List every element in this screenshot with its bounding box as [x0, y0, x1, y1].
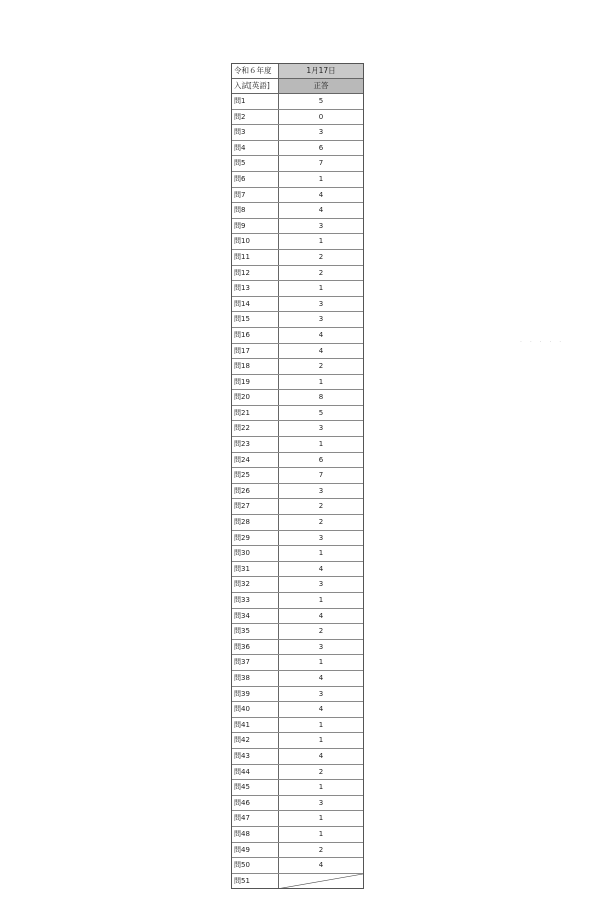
table-row — [232, 266, 363, 282]
table-row — [232, 718, 363, 734]
answer-value: 3 — [318, 798, 324, 807]
question-number: 問2 — [232, 110, 279, 125]
question-number: 問51 — [232, 874, 279, 889]
question-number: 問18 — [232, 359, 279, 374]
table-row — [232, 546, 363, 562]
question-number: 問37 — [232, 655, 279, 670]
date-label: 1月17日 — [279, 64, 363, 78]
answer-value: 2 — [318, 268, 324, 277]
table-row — [232, 609, 363, 625]
question-number: 問9 — [232, 219, 279, 234]
scan-artifact: · · · · · — [520, 339, 565, 346]
question-number: 問13 — [232, 281, 279, 296]
table-row — [232, 188, 363, 204]
table-row — [232, 453, 363, 469]
question-number: 問7 — [232, 188, 279, 203]
answer-value: 4 — [318, 564, 324, 573]
question-number: 問41 — [232, 718, 279, 733]
question-number: 問15 — [232, 312, 279, 327]
answer-value: 4 — [318, 751, 324, 760]
table-row — [232, 281, 363, 297]
answer-value: 3 — [318, 221, 324, 230]
table-row — [232, 624, 363, 640]
question-number: 問35 — [232, 624, 279, 639]
question-number: 問1 — [232, 94, 279, 109]
table-row — [232, 421, 363, 437]
table-row — [232, 406, 363, 422]
answer-value: 1 — [318, 736, 324, 745]
answer-value: 8 — [318, 393, 324, 402]
answer-value: 1 — [318, 720, 324, 729]
table-row — [232, 499, 363, 515]
answer-value: 2 — [318, 767, 324, 776]
question-number: 問22 — [232, 421, 279, 436]
table-row — [232, 156, 363, 172]
table-row — [232, 219, 363, 235]
question-number: 問42 — [232, 733, 279, 748]
answer-value: 1 — [318, 596, 324, 604]
answer-value: 2 — [318, 845, 324, 854]
table-row — [232, 593, 363, 609]
question-number: 問14 — [232, 297, 279, 312]
question-number: 問43 — [232, 749, 279, 764]
answer-value: 1 — [318, 440, 324, 449]
table-row — [232, 110, 363, 126]
question-number: 問8 — [232, 203, 279, 218]
question-number: 問5 — [232, 156, 279, 171]
answer-value: 4 — [318, 861, 324, 870]
answer-value: 3 — [318, 315, 324, 324]
question-number: 問44 — [232, 765, 279, 780]
question-number: 問4 — [232, 141, 279, 156]
question-number: 問50 — [232, 858, 279, 873]
answer-value: 4 — [318, 705, 324, 714]
answer-value: 7 — [318, 159, 324, 168]
table-row — [232, 234, 363, 250]
answer-value: 3 — [318, 424, 324, 433]
answer-value: 2 — [318, 518, 324, 527]
question-number: 問3 — [232, 125, 279, 140]
question-number: 問48 — [232, 827, 279, 842]
answer-key-table — [231, 63, 364, 889]
question-number: 問29 — [232, 531, 279, 546]
table-row — [232, 687, 363, 703]
table-row — [232, 671, 363, 687]
table-row — [232, 328, 363, 344]
table-row — [232, 655, 363, 671]
answer-value: 4 — [318, 206, 324, 215]
answer-value: 3 — [318, 642, 324, 651]
question-number: 問19 — [232, 375, 279, 390]
answer-value: 1 — [318, 658, 324, 667]
table-row — [232, 344, 363, 360]
question-number: 問30 — [232, 546, 279, 561]
answer-value: 1 — [318, 174, 324, 183]
question-number: 問39 — [232, 687, 279, 702]
table-row — [232, 94, 363, 110]
header-row-2 — [232, 79, 363, 94]
table-row — [232, 874, 363, 889]
answer-value: 2 — [318, 502, 324, 511]
answer-value: 1 — [318, 549, 324, 558]
question-number: 問10 — [232, 234, 279, 249]
table-row — [232, 141, 363, 157]
question-number: 問26 — [232, 484, 279, 499]
answer-value: 2 — [318, 362, 324, 371]
question-number: 問40 — [232, 702, 279, 717]
table-row — [232, 702, 363, 718]
answer-value: 3 — [318, 580, 324, 589]
question-number: 問17 — [232, 344, 279, 359]
table-row — [232, 858, 363, 874]
question-number: 問34 — [232, 609, 279, 624]
answer-value: 4 — [318, 190, 324, 199]
table-row — [232, 780, 363, 796]
year-label: 令和６年度 — [232, 64, 279, 78]
table-row — [232, 203, 363, 219]
answer-label: 正答 — [279, 79, 363, 93]
answer-value: 1 — [318, 829, 324, 838]
question-number: 問27 — [232, 499, 279, 514]
table-row — [232, 312, 363, 328]
table-row — [232, 749, 363, 765]
table-row — [232, 733, 363, 749]
table-row — [232, 390, 363, 406]
answer-value: 1 — [318, 284, 324, 293]
answer-value: 2 — [318, 627, 324, 636]
question-number: 問24 — [232, 453, 279, 468]
question-number: 問31 — [232, 562, 279, 577]
table-row — [232, 640, 363, 656]
question-number: 問6 — [232, 172, 279, 187]
answer-value: 4 — [318, 346, 324, 355]
question-number: 問38 — [232, 671, 279, 686]
table-row — [232, 562, 363, 578]
table-row — [232, 359, 363, 375]
answer-value: 3 — [318, 486, 324, 495]
table-row — [232, 765, 363, 781]
answer-value: 2 — [318, 252, 324, 261]
answer-value: 3 — [318, 533, 324, 542]
table-row — [232, 796, 363, 812]
table-row — [232, 531, 363, 547]
answer-value: 1 — [318, 237, 324, 246]
table-row — [232, 577, 363, 593]
answer-value: 5 — [318, 408, 324, 417]
question-number: 問25 — [232, 468, 279, 483]
answer-value: 4 — [318, 330, 324, 339]
question-number: 問16 — [232, 328, 279, 343]
answer-value: 4 — [318, 611, 324, 620]
question-number: 問46 — [232, 796, 279, 811]
table-row — [232, 297, 363, 313]
table-row — [232, 437, 363, 453]
answer-value: 1 — [318, 814, 324, 823]
question-number: 問28 — [232, 515, 279, 530]
table-row — [232, 125, 363, 141]
question-number: 問32 — [232, 577, 279, 592]
question-number: 問11 — [232, 250, 279, 265]
header-row-1 — [232, 64, 363, 79]
question-number: 問23 — [232, 437, 279, 452]
question-number: 問21 — [232, 406, 279, 421]
answer-value: 6 — [318, 455, 324, 464]
answer-rows — [232, 94, 363, 888]
answer-value: 1 — [318, 377, 324, 386]
exam-label: 入試[英語] — [232, 79, 279, 93]
question-number: 問20 — [232, 390, 279, 405]
table-row — [232, 484, 363, 500]
table-row — [232, 468, 363, 484]
answer-value: 1 — [318, 783, 324, 792]
answer-value: 6 — [318, 143, 324, 152]
answer-value: 3 — [318, 299, 324, 308]
table-row — [232, 843, 363, 859]
question-number: 問47 — [232, 811, 279, 826]
answer-value: 0 — [318, 112, 324, 121]
table-row — [232, 827, 363, 843]
answer-value: 7 — [318, 471, 324, 480]
question-number: 問36 — [232, 640, 279, 655]
question-number: 問12 — [232, 266, 279, 281]
question-number: 問33 — [232, 593, 279, 608]
answer-value: 3 — [318, 689, 324, 698]
table-row — [232, 811, 363, 827]
answer-value — [279, 874, 363, 889]
table-row — [232, 375, 363, 391]
table-row — [232, 172, 363, 188]
table-row — [232, 250, 363, 266]
question-number: 問49 — [232, 843, 279, 858]
answer-value: 4 — [318, 673, 324, 682]
answer-value: 5 — [318, 97, 324, 105]
answer-value: 3 — [318, 128, 324, 137]
empty-cell-slash — [279, 874, 363, 889]
table-row — [232, 515, 363, 531]
question-number: 問45 — [232, 780, 279, 795]
